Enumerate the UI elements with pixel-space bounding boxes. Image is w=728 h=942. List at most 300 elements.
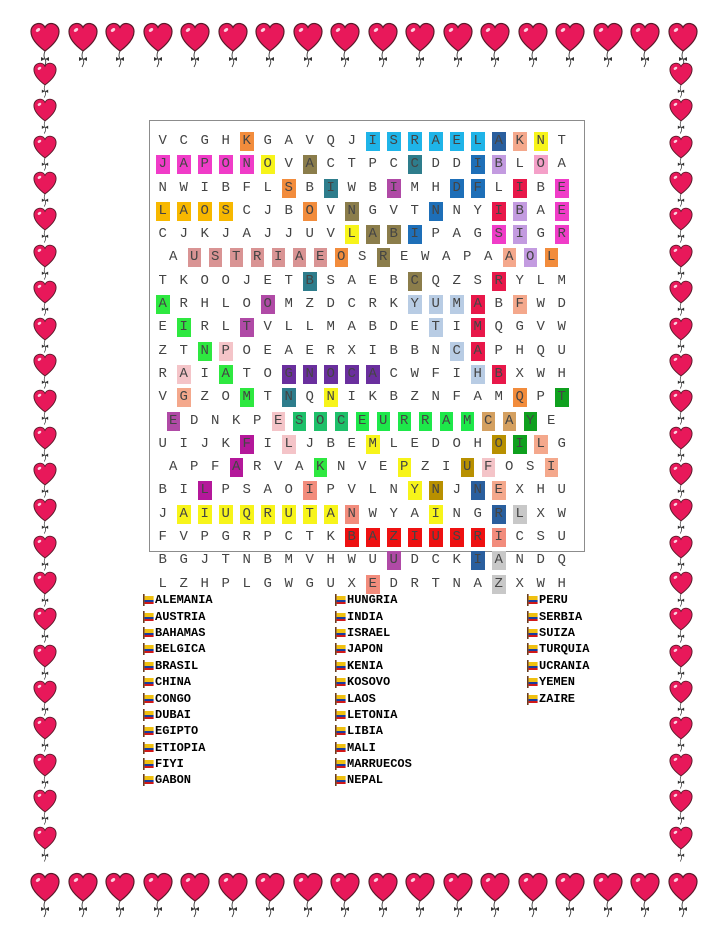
grid-letter[interactable]: D — [557, 296, 566, 313]
grid-letter[interactable]: R — [253, 459, 262, 476]
grid-letter[interactable]: X — [347, 342, 356, 359]
grid-letter[interactable]: U — [387, 551, 401, 570]
grid-letter[interactable]: G — [263, 575, 272, 592]
grid-letter[interactable]: L — [389, 435, 398, 452]
grid-letter[interactable]: N — [452, 505, 461, 522]
grid-letter[interactable]: V — [326, 202, 335, 219]
grid-letter[interactable]: E — [366, 575, 380, 594]
grid-letter[interactable]: I — [324, 179, 338, 198]
grid-letter[interactable]: H — [515, 342, 524, 359]
grid-letter[interactable]: S — [473, 272, 482, 289]
grid-letter[interactable]: P — [494, 342, 503, 359]
grid-letter[interactable]: A — [536, 202, 545, 219]
grid-letter[interactable]: M — [461, 412, 475, 431]
grid-letter[interactable]: Z — [492, 575, 506, 594]
grid-letter[interactable]: A — [473, 389, 482, 406]
grid-letter[interactable]: L — [545, 248, 559, 267]
grid-letter[interactable]: P — [368, 156, 377, 173]
grid-letter[interactable]: C — [242, 202, 251, 219]
grid-letter[interactable]: J — [242, 272, 251, 289]
grid-letter[interactable]: I — [198, 505, 212, 524]
grid-letter[interactable]: N — [471, 481, 485, 500]
grid-letter[interactable]: G — [179, 552, 188, 569]
grid-letter[interactable]: F — [471, 179, 485, 198]
grid-letter[interactable]: A — [177, 155, 191, 174]
grid-letter[interactable]: B — [221, 179, 230, 196]
grid-letter[interactable]: W — [536, 575, 545, 592]
grid-letter[interactable]: T — [179, 342, 188, 359]
grid-letter[interactable]: L — [198, 481, 212, 500]
grid-letter[interactable]: U — [429, 528, 443, 547]
grid-letter[interactable]: E — [547, 412, 556, 429]
grid-letter[interactable]: M — [366, 435, 380, 454]
grid-letter[interactable]: C — [389, 365, 398, 382]
grid-letter[interactable]: A — [442, 249, 451, 266]
grid-letter[interactable]: N — [389, 482, 398, 499]
grid-letter[interactable]: U — [429, 295, 443, 314]
grid-letter[interactable]: Y — [408, 295, 422, 314]
grid-letter[interactable]: T — [557, 133, 566, 149]
grid-letter[interactable]: A — [293, 248, 307, 267]
grid-letter[interactable]: S — [326, 272, 335, 289]
grid-letter[interactable]: V — [179, 529, 188, 546]
grid-letter[interactable]: E — [158, 319, 167, 336]
grid-letter[interactable]: A — [230, 458, 244, 477]
grid-letter[interactable]: I — [200, 179, 209, 196]
grid-letter[interactable]: O — [221, 389, 230, 406]
grid-letter[interactable]: R — [179, 296, 188, 313]
grid-letter[interactable]: N — [158, 179, 167, 196]
grid-letter[interactable]: S — [293, 412, 307, 431]
grid-letter[interactable]: A — [452, 226, 461, 243]
grid-letter[interactable]: V — [536, 319, 545, 336]
grid-letter[interactable]: E — [167, 412, 181, 431]
grid-letter[interactable]: L — [156, 202, 170, 221]
grid-letter[interactable]: B — [368, 179, 377, 196]
grid-letter[interactable]: N — [240, 155, 254, 174]
grid-letter[interactable]: O — [198, 202, 212, 221]
grid-letter[interactable]: T — [221, 552, 230, 569]
grid-letter[interactable]: I — [442, 459, 451, 476]
grid-letter[interactable]: K — [513, 132, 527, 151]
grid-letter[interactable]: C — [431, 552, 440, 569]
grid-letter[interactable]: N — [534, 132, 548, 151]
grid-letter[interactable]: G — [536, 226, 545, 243]
grid-letter[interactable]: E — [272, 412, 286, 431]
grid-letter[interactable]: H — [473, 435, 482, 452]
grid-letter[interactable]: Z — [179, 575, 188, 592]
grid-letter[interactable]: A — [284, 133, 293, 149]
grid-letter[interactable]: A — [295, 459, 304, 476]
grid-letter[interactable]: O — [335, 248, 349, 267]
grid-letter[interactable]: I — [471, 551, 485, 570]
grid-letter[interactable]: I — [347, 389, 356, 406]
grid-letter[interactable]: F — [242, 179, 251, 196]
grid-letter[interactable]: W — [284, 575, 293, 592]
grid-letter[interactable]: R — [251, 248, 265, 267]
grid-letter[interactable]: U — [158, 435, 167, 452]
grid-letter[interactable]: S — [526, 459, 535, 476]
grid-letter[interactable]: V — [274, 459, 283, 476]
grid-letter[interactable]: D — [190, 412, 199, 429]
grid-letter[interactable]: J — [200, 552, 209, 569]
grid-letter[interactable]: L — [282, 435, 296, 454]
grid-letter[interactable]: Z — [410, 389, 419, 406]
grid-letter[interactable]: O — [263, 365, 272, 382]
grid-letter[interactable]: C — [326, 156, 335, 173]
grid-letter[interactable]: R — [398, 412, 412, 431]
grid-letter[interactable]: F — [158, 529, 167, 546]
grid-letter[interactable]: M — [284, 552, 293, 569]
grid-letter[interactable]: J — [452, 482, 461, 499]
grid-letter[interactable]: I — [408, 225, 422, 244]
grid-letter[interactable]: C — [389, 156, 398, 173]
grid-letter[interactable]: P — [326, 482, 335, 499]
grid-letter[interactable]: A — [347, 319, 356, 336]
grid-letter[interactable]: G — [515, 319, 524, 336]
grid-letter[interactable]: L — [513, 505, 527, 524]
grid-letter[interactable]: L — [242, 575, 251, 592]
grid-letter[interactable]: A — [492, 551, 506, 570]
grid-letter[interactable]: H — [221, 133, 230, 149]
grid-letter[interactable]: S — [242, 482, 251, 499]
grid-letter[interactable]: E — [555, 179, 569, 198]
grid-letter[interactable]: M — [557, 272, 566, 289]
grid-letter[interactable]: S — [282, 179, 296, 198]
grid-letter[interactable]: E — [347, 435, 356, 452]
grid-letter[interactable]: B — [389, 389, 398, 406]
grid-letter[interactable]: W — [557, 505, 566, 522]
grid-letter[interactable]: E — [379, 459, 388, 476]
grid-letter[interactable]: O — [219, 155, 233, 174]
grid-letter[interactable]: O — [242, 296, 251, 313]
grid-letter[interactable]: D — [326, 296, 335, 313]
grid-letter[interactable]: R — [242, 529, 251, 546]
grid-letter[interactable]: M — [450, 295, 464, 314]
grid-letter[interactable]: U — [557, 482, 566, 499]
grid-letter[interactable]: L — [221, 296, 230, 313]
grid-letter[interactable]: A — [484, 249, 493, 266]
grid-letter[interactable]: K — [232, 412, 241, 429]
grid-letter[interactable]: A — [347, 272, 356, 289]
grid-letter[interactable]: I — [179, 482, 188, 499]
grid-letter[interactable]: H — [536, 482, 545, 499]
grid-letter[interactable]: C — [345, 365, 359, 384]
grid-letter[interactable]: P — [219, 342, 233, 361]
grid-letter[interactable]: M — [410, 179, 419, 196]
grid-letter[interactable]: U — [326, 575, 335, 592]
grid-letter[interactable]: X — [347, 575, 356, 592]
grid-letter[interactable]: R — [410, 575, 419, 592]
grid-letter[interactable]: I — [513, 435, 527, 454]
grid-letter[interactable]: Z — [387, 528, 401, 547]
grid-letter[interactable]: S — [450, 528, 464, 547]
grid-letter[interactable]: Y — [524, 412, 538, 431]
grid-letter[interactable]: N — [242, 552, 251, 569]
grid-letter[interactable]: B — [389, 272, 398, 289]
grid-letter[interactable]: L — [536, 272, 545, 289]
grid-letter[interactable]: J — [305, 435, 314, 452]
grid-letter[interactable]: U — [282, 505, 296, 524]
grid-letter[interactable]: A — [503, 248, 517, 267]
grid-letter[interactable]: C — [408, 272, 422, 291]
grid-letter[interactable]: W — [410, 365, 419, 382]
grid-letter[interactable]: H — [326, 552, 335, 569]
grid-letter[interactable]: N — [431, 389, 440, 406]
grid-letter[interactable]: Z — [452, 272, 461, 289]
grid-letter[interactable]: W — [368, 505, 377, 522]
grid-letter[interactable]: B — [513, 202, 527, 221]
grid-letter[interactable]: B — [158, 482, 167, 499]
grid-letter[interactable]: E — [450, 132, 464, 151]
grid-letter[interactable]: H — [471, 365, 485, 384]
grid-letter[interactable]: I — [263, 435, 272, 452]
grid-letter[interactable]: R — [408, 132, 422, 151]
grid-letter[interactable]: O — [324, 365, 338, 384]
grid-letter[interactable]: W — [421, 249, 430, 266]
grid-letter[interactable]: N — [303, 365, 317, 384]
grid-letter[interactable]: K — [368, 389, 377, 406]
grid-letter[interactable]: L — [534, 435, 548, 454]
grid-letter[interactable]: E — [263, 342, 272, 359]
grid-letter[interactable]: E — [314, 248, 328, 267]
grid-letter[interactable]: H — [431, 179, 440, 196]
grid-letter[interactable]: V — [158, 133, 167, 149]
grid-letter[interactable]: O — [524, 248, 538, 267]
grid-letter[interactable]: P — [221, 575, 230, 592]
grid-letter[interactable]: Q — [431, 272, 440, 289]
grid-letter[interactable]: L — [284, 319, 293, 336]
grid-letter[interactable]: A — [169, 459, 178, 476]
grid-letter[interactable]: R — [377, 248, 391, 267]
grid-letter[interactable]: E — [410, 435, 419, 452]
grid-letter[interactable]: Z — [305, 296, 314, 313]
grid-letter[interactable]: A — [177, 365, 191, 384]
grid-letter[interactable]: R — [471, 528, 485, 547]
grid-letter[interactable]: A — [177, 202, 191, 221]
grid-letter[interactable]: I — [200, 365, 209, 382]
grid-letter[interactable]: D — [452, 156, 461, 173]
grid-letter[interactable]: J — [200, 435, 209, 452]
grid-letter[interactable]: M — [240, 388, 254, 407]
grid-letter[interactable]: U — [188, 248, 202, 267]
grid-letter[interactable]: O — [505, 459, 514, 476]
grid-letter[interactable]: C — [284, 529, 293, 546]
grid-letter[interactable]: K — [326, 529, 335, 546]
grid-letter[interactable]: C — [347, 296, 356, 313]
grid-letter[interactable]: A — [492, 132, 506, 151]
grid-letter[interactable]: U — [557, 529, 566, 546]
grid-letter[interactable]: C — [179, 133, 188, 149]
grid-letter[interactable]: C — [450, 342, 464, 361]
grid-letter[interactable]: Q — [240, 505, 254, 524]
grid-letter[interactable]: K — [314, 458, 328, 477]
grid-letter[interactable]: I — [387, 179, 401, 198]
grid-letter[interactable]: V — [326, 226, 335, 243]
grid-letter[interactable]: P — [198, 155, 212, 174]
grid-letter[interactable]: B — [492, 155, 506, 174]
grid-letter[interactable]: N — [345, 202, 359, 221]
grid-letter[interactable]: Y — [408, 481, 422, 500]
grid-letter[interactable]: E — [356, 412, 370, 431]
grid-letter[interactable]: B — [345, 528, 359, 547]
grid-letter[interactable]: S — [492, 225, 506, 244]
grid-letter[interactable]: G — [473, 505, 482, 522]
grid-letter[interactable]: D — [450, 179, 464, 198]
grid-letter[interactable]: O — [303, 202, 317, 221]
grid-letter[interactable]: N — [431, 342, 440, 359]
grid-letter[interactable]: K — [221, 435, 230, 452]
grid-letter[interactable]: G — [200, 133, 209, 149]
grid-letter[interactable]: T — [347, 156, 356, 173]
grid-letter[interactable]: L — [515, 156, 524, 173]
grid-letter[interactable]: A — [410, 505, 419, 522]
grid-letter[interactable]: F — [452, 389, 461, 406]
grid-letter[interactable]: P — [431, 226, 440, 243]
grid-letter[interactable]: A — [169, 249, 178, 266]
grid-letter[interactable]: K — [200, 226, 209, 243]
grid-letter[interactable]: I — [408, 528, 422, 547]
grid-letter[interactable]: I — [545, 458, 559, 477]
grid-letter[interactable]: C — [408, 155, 422, 174]
grid-letter[interactable]: N — [515, 552, 524, 569]
grid-letter[interactable]: P — [200, 529, 209, 546]
grid-letter[interactable]: U — [377, 412, 391, 431]
grid-letter[interactable]: Q — [305, 389, 314, 406]
grid-letter[interactable]: D — [431, 435, 440, 452]
grid-letter[interactable]: E — [368, 272, 377, 289]
grid-letter[interactable]: T — [429, 318, 443, 337]
grid-letter[interactable]: W — [179, 179, 188, 196]
grid-letter[interactable]: Q — [513, 388, 527, 407]
grid-letter[interactable]: A — [303, 155, 317, 174]
grid-letter[interactable]: I — [492, 202, 506, 221]
grid-letter[interactable]: J — [179, 226, 188, 243]
grid-letter[interactable]: V — [358, 459, 367, 476]
grid-letter[interactable]: B — [494, 296, 503, 313]
grid-letter[interactable]: T — [284, 272, 293, 289]
grid-letter[interactable]: R — [419, 412, 433, 431]
grid-letter[interactable]: W — [536, 365, 545, 382]
grid-letter[interactable]: A — [263, 482, 272, 499]
grid-letter[interactable]: C — [335, 412, 349, 431]
grid-letter[interactable]: Z — [200, 389, 209, 406]
grid-letter[interactable]: N — [337, 459, 346, 476]
grid-letter[interactable]: H — [557, 365, 566, 382]
grid-letter[interactable]: I — [492, 528, 506, 547]
grid-letter[interactable]: R — [261, 505, 275, 524]
grid-letter[interactable]: E — [492, 481, 506, 500]
grid-letter[interactable]: J — [158, 505, 167, 522]
grid-letter[interactable]: T — [555, 388, 569, 407]
grid-letter[interactable]: S — [209, 248, 223, 267]
grid-letter[interactable]: S — [219, 202, 233, 221]
grid-letter[interactable]: W — [347, 179, 356, 196]
grid-letter[interactable]: J — [284, 226, 293, 243]
grid-letter[interactable]: G — [473, 226, 482, 243]
grid-letter[interactable]: L — [368, 482, 377, 499]
grid-letter[interactable]: R — [326, 342, 335, 359]
grid-letter[interactable]: D — [410, 552, 419, 569]
grid-letter[interactable]: X — [515, 365, 524, 382]
grid-letter[interactable]: C — [158, 226, 167, 243]
grid-letter[interactable]: V — [284, 156, 293, 173]
grid-letter[interactable]: I — [452, 365, 461, 382]
grid-letter[interactable]: V — [305, 133, 314, 149]
grid-letter[interactable]: G — [368, 202, 377, 219]
grid-letter[interactable]: L — [494, 179, 503, 196]
grid-letter[interactable]: B — [389, 342, 398, 359]
grid-letter[interactable]: Q — [494, 319, 503, 336]
grid-letter[interactable]: U — [219, 505, 233, 524]
grid-letter[interactable]: J — [263, 202, 272, 219]
grid-letter[interactable]: F — [240, 435, 254, 454]
grid-letter[interactable]: J — [263, 226, 272, 243]
grid-letter[interactable]: N — [452, 202, 461, 219]
grid-letter[interactable]: R — [200, 319, 209, 336]
grid-letter[interactable]: B — [410, 342, 419, 359]
grid-letter[interactable]: M — [494, 389, 503, 406]
grid-letter[interactable]: K — [179, 272, 188, 289]
grid-letter[interactable]: C — [482, 412, 496, 431]
grid-letter[interactable]: O — [221, 272, 230, 289]
grid-letter[interactable]: G — [263, 133, 272, 149]
grid-letter[interactable]: A — [219, 365, 233, 384]
grid-letter[interactable]: U — [557, 342, 566, 359]
grid-letter[interactable]: F — [482, 458, 496, 477]
grid-letter[interactable]: Q — [326, 133, 335, 149]
grid-letter[interactable]: B — [536, 179, 545, 196]
grid-letter[interactable]: X — [515, 575, 524, 592]
grid-letter[interactable]: B — [284, 202, 293, 219]
grid-letter[interactable]: B — [263, 552, 272, 569]
grid-letter[interactable]: E — [410, 319, 419, 336]
grid-letter[interactable]: O — [452, 435, 461, 452]
grid-letter[interactable]: S — [536, 529, 545, 546]
grid-letter[interactable]: R — [158, 365, 167, 382]
grid-letter[interactable]: A — [473, 575, 482, 592]
grid-letter[interactable]: H — [557, 575, 566, 592]
grid-letter[interactable]: I — [513, 179, 527, 198]
grid-letter[interactable]: J — [156, 155, 170, 174]
grid-letter[interactable]: A — [324, 505, 338, 524]
grid-letter[interactable]: J — [347, 133, 356, 149]
grid-letter[interactable]: L — [305, 319, 314, 336]
grid-letter[interactable]: G — [177, 388, 191, 407]
grid-letter[interactable]: T — [263, 389, 272, 406]
grid-letter[interactable]: I — [177, 318, 191, 337]
grid-letter[interactable]: A — [242, 226, 251, 243]
grid-letter[interactable]: E — [263, 272, 272, 289]
grid-letter[interactable]: X — [536, 505, 545, 522]
grid-letter[interactable]: N — [198, 342, 212, 361]
grid-letter[interactable]: M — [471, 318, 485, 337]
grid-letter[interactable]: A — [503, 412, 517, 431]
grid-letter[interactable]: D — [536, 552, 545, 569]
grid-letter[interactable]: U — [305, 226, 314, 243]
grid-letter[interactable]: L — [345, 225, 359, 244]
grid-letter[interactable]: V — [158, 389, 167, 406]
grid-letter[interactable]: B — [492, 365, 506, 384]
grid-letter[interactable]: T — [431, 575, 440, 592]
grid-letter[interactable]: N — [429, 202, 443, 221]
grid-letter[interactable]: N — [429, 481, 443, 500]
grid-letter[interactable]: Q — [536, 342, 545, 359]
grid-letter[interactable]: F — [513, 295, 527, 314]
grid-letter[interactable]: P — [463, 249, 472, 266]
grid-letter[interactable]: E — [305, 342, 314, 359]
grid-letter[interactable]: A — [284, 342, 293, 359]
